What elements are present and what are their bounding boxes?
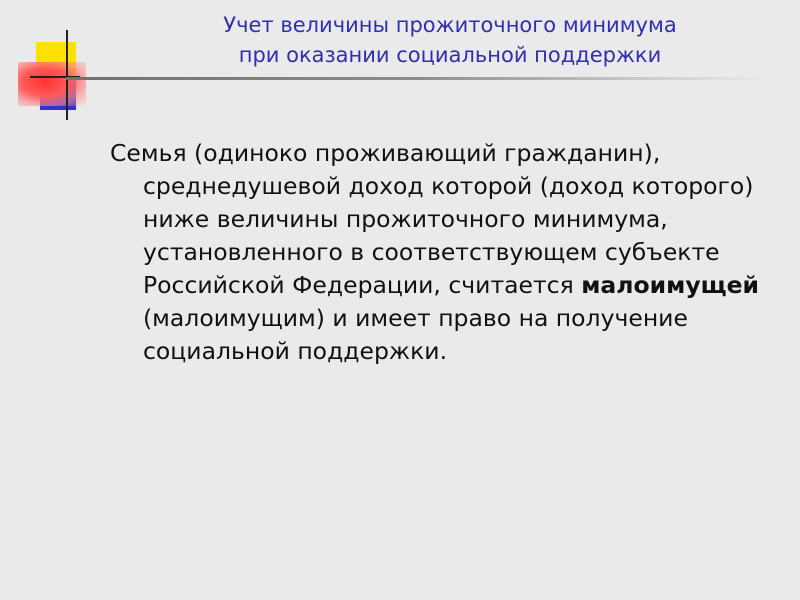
title-line-2: при оказании социальной поддержки [238,43,662,67]
decorative-logo [0,0,110,130]
title-line-1: Учет величины прожиточного минимума [223,13,677,37]
body-text-bold: малоимущей [581,271,760,299]
title-divider [66,77,766,80]
slide-body-text [110,137,783,368]
logo-vertical-line [66,30,68,120]
logo-red-square [18,62,86,106]
body-text-part-2: (малоимущим) и имеет право на получение социальной поддержки. [143,304,688,365]
slide-title [120,10,780,70]
body-text-part-1: Семья (одиноко проживающий гражданин), среднедушевой доход которой (доход которого) ниже величины прожиточного минимума, установленного в соответствующем субъекте Российской Федерации, считается [110,139,754,299]
